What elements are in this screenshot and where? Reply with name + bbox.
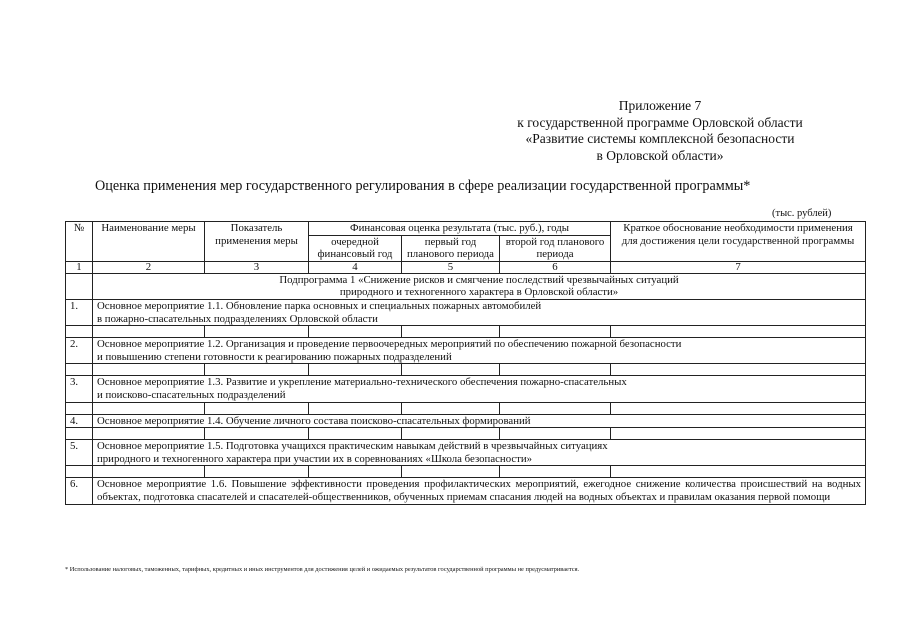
activity-number: 2. <box>66 338 93 364</box>
appendix-line-2: к государственной программе Орловской области <box>517 114 803 130</box>
activity-title-line: Основное мероприятие 1.3. Развитие и укрепление материально-технического обеспечения пожарно-спасательных <box>97 376 627 389</box>
header-first-year: первый год планового периода <box>402 235 500 261</box>
measures-table <box>65 221 866 505</box>
activity-data-row <box>66 326 866 338</box>
activity-number: 1. <box>66 299 93 325</box>
subprogram-line-2: природного и техногенного характера в Орловской области» <box>339 286 619 299</box>
subprogram-line-1: Подпрограмма 1 «Снижение рисков и смягчение последствий чрезвычайных ситуаций <box>279 273 679 286</box>
header-name: Наименование меры <box>93 222 205 262</box>
activity-title-line: Основное мероприятие 1.5. Подготовка учащихся практическим навыкам действий в чрезвычайных ситуациях <box>97 440 608 453</box>
document-title: Оценка применения мер государственного регулирования в сфере реализации государственной программы* <box>95 178 751 194</box>
activity-data-row <box>66 428 866 440</box>
header-rationale: Краткое обоснование необходимости применения для достижения цели государственной программы <box>611 222 866 262</box>
activity-data-row <box>66 402 866 414</box>
column-number: 6 <box>500 261 611 273</box>
header-indicator: Показатель применения меры <box>205 222 309 262</box>
activity-number: 3. <box>66 376 93 402</box>
header-second-year: второй год планового периода <box>500 235 611 261</box>
appendix-line-4: в Орловской области» <box>596 147 724 163</box>
activity-title <box>93 376 866 402</box>
activity-title-line: природного и техногенного характера при участии их в соревнованиях «Школа безопасности» <box>97 452 533 465</box>
appendix-line-1: Приложение 7 <box>618 98 702 113</box>
activity-number: 5. <box>66 440 93 466</box>
appendix-line-3: «Развитие системы комплексной безопасности <box>525 131 795 146</box>
activity-row <box>66 338 866 364</box>
activity-row <box>66 299 866 325</box>
activity-title: Основное мероприятие 1.6. Повышение эффективности проведения профилактических мероприятий, ежегодное снижение количества происшествий на водных объектах, подготовка спасателей и спасателей-общественников, обученных приемам спасания людей на водных объектах и правилам оказания первой помощи <box>93 478 866 504</box>
activity-title <box>93 440 866 466</box>
column-number: 4 <box>309 261 402 273</box>
units-note: (тыс. рублей) <box>772 208 832 219</box>
activity-row <box>66 478 866 504</box>
activity-number: 4. <box>66 414 93 428</box>
column-number: 7 <box>611 261 866 273</box>
activity-title-line: Основное мероприятие 1.1. Обновление парка основных и специальных пожарных автомобилей <box>97 299 542 312</box>
header-num: № <box>66 222 93 262</box>
column-number: 2 <box>93 261 205 273</box>
activity-title-line: Основное мероприятие 1.4. Обучение личного состава поисково-спасательных формирований <box>97 414 531 427</box>
activity-row <box>66 414 866 428</box>
activity-title <box>93 414 866 428</box>
column-number: 1 <box>66 261 93 273</box>
activity-title-line: и поисково-спасательных подразделений <box>97 388 286 401</box>
activity-row <box>66 440 866 466</box>
subprogram-title <box>93 273 866 299</box>
appendix-heading <box>470 98 850 164</box>
activity-data-row <box>66 364 866 376</box>
activity-title <box>93 299 866 325</box>
footnote: * Использование налоговых, таможенных, тарифных, кредитных и иных инструментов для достижения целей и ожидаемых результатов государственной программы не предусматривается. <box>65 566 580 573</box>
activity-data-row <box>66 466 866 478</box>
activity-title-line: в пожарно-спасательных подразделениях Орловской области <box>97 312 378 325</box>
header-finance: Финансовая оценка результата (тыс. руб.), годы <box>309 222 611 236</box>
header-current-year: очередной финансовый год <box>309 235 402 261</box>
activity-number: 6. <box>66 478 93 504</box>
activity-row <box>66 376 866 402</box>
subprogram-row <box>66 273 866 299</box>
activity-title-line: Основное мероприятие 1.2. Организация и проведение первоочередных мероприятий по обеспечению пожарной безопасности <box>97 338 682 351</box>
header-row-1 <box>66 222 866 236</box>
column-number-row <box>66 261 866 273</box>
activity-title <box>93 338 866 364</box>
activity-title-line: и повышению степени готовности к реагированию пожарных подразделений <box>97 350 452 363</box>
column-number: 3 <box>205 261 309 273</box>
column-number: 5 <box>402 261 500 273</box>
